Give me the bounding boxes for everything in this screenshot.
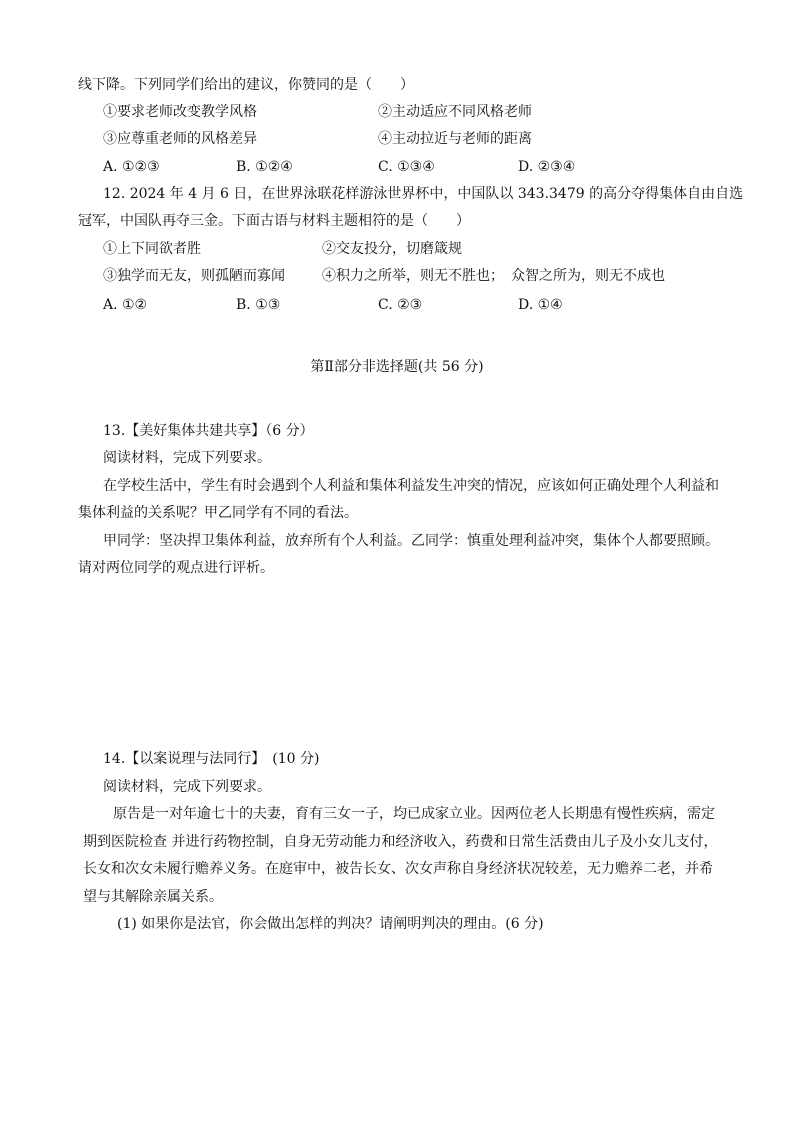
- q11-option-b: B. ①②④: [236, 159, 293, 175]
- q12-option-a: A. ①②: [103, 297, 148, 313]
- q13-para1-line-1: 在学校生活中，学生有时会遇到个人利益和集体利益发生冲突的情况，应该如何正确处理个人利益和: [103, 478, 719, 494]
- q11-option-a: A. ①②③: [103, 159, 160, 175]
- q14-heading: 14.【以案说理与法同行】 (10 分): [103, 751, 320, 767]
- q13-para2-line-1: 甲同学：坚决捍卫集体利益，放弃所有个人利益。乙同学：慎重处理利益冲突，集体个人都要照顾。: [103, 533, 719, 549]
- q14-sub-question-1: (1) 如果你是法官，你会做出怎样的判决？请阐明判决的理由。(6 分): [117, 916, 544, 932]
- q12-item-1: ①上下同欲者胜: [103, 241, 201, 257]
- section-2-title: 第Ⅱ部分非选择题(共 56 分): [310, 359, 484, 375]
- q11-stem-tail: 线下降。下列同学们给出的建议，你赞同的是（ ）: [78, 77, 414, 93]
- q11-item-3: ③应尊重老师的风格差异: [103, 131, 257, 147]
- q13-instruction: 阅读材料，完成下列要求。: [103, 450, 271, 466]
- q14-para-line-2: 期到医院检查 并进行药物控制，自身无劳动能力和经济收入，药费和日常生活费由儿子及小女儿支付，: [83, 834, 718, 850]
- q13-para2-line-2: 请对两位同学的观点进行评析。: [78, 560, 274, 576]
- q12-item-4: ④积力之所举，则无不胜也； 众智之所为，则无不成也: [322, 268, 665, 284]
- q13-para1-line-2: 集体利益的关系呢？甲乙同学有不同的看法。: [78, 505, 358, 521]
- q12-item-3: ③独学而无友，则孤陋而寡闻: [103, 268, 285, 284]
- q14-para-line-1: 原告是一对年逾七十的夫妻，育有三女一子，均已成家立业。因两位老人长期患有慢性疾病，需定: [113, 806, 715, 822]
- q11-item-1: ①要求老师改变教学风格: [103, 104, 257, 120]
- q12-option-b: B. ①③: [236, 297, 281, 313]
- q14-para-line-3: 长女和次女未履行赡养义务。在庭审中，被告长女、次女声称自身经济状况较差，无力赡养二老，并希: [83, 861, 713, 877]
- q12-option-c: C. ②③: [378, 297, 423, 313]
- q14-para-line-4: 望与其解除亲属关系。: [83, 889, 223, 905]
- q11-item-4: ④主动拉近与老师的距离: [378, 131, 532, 147]
- q14-answer-space: [78, 942, 718, 1112]
- q12-stem-line-1: 12. 2024 年 4 月 6 日，在世界泳联花样游泳世界杯中，中国队以 343.3479 的高分夺得集体自由自选: [103, 186, 744, 202]
- q12-item-2: ②交友投分，切磨箴规: [322, 241, 462, 257]
- q11-option-d: D. ②③④: [518, 159, 576, 175]
- q11-item-2: ②主动适应不同风格老师: [378, 104, 532, 120]
- q13-heading: 13.【美好集体共建共享】（6 分）: [103, 423, 314, 439]
- q12-option-d: D. ①④: [518, 297, 563, 313]
- q14-instruction: 阅读材料，完成下列要求。: [103, 779, 271, 795]
- q12-stem-line-2: 冠军，中国队再夺三金。下面古语与材料主题相符的是（ ）: [78, 213, 470, 229]
- q13-answer-space: [78, 585, 718, 735]
- q11-option-c: C. ①③④: [378, 159, 435, 175]
